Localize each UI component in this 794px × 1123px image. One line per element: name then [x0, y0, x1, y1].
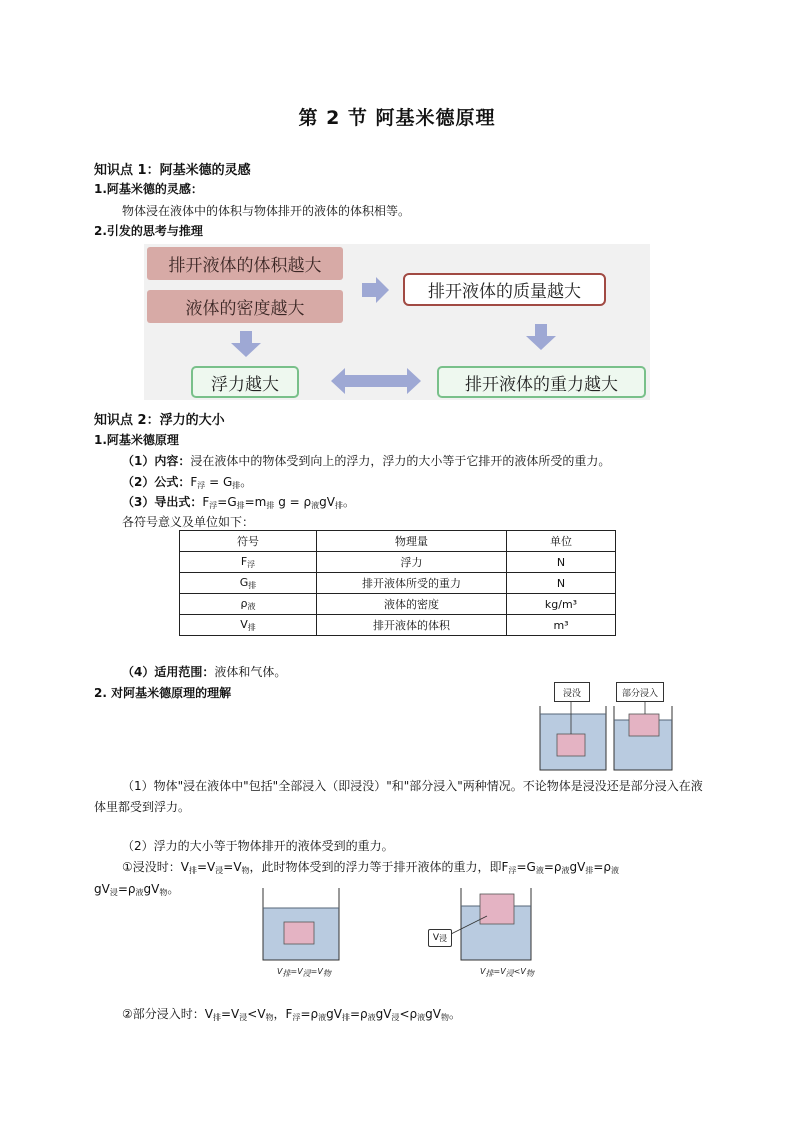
understanding-2: （2）浮力的大小等于物体排开的液体受到的重力。: [122, 839, 394, 853]
formula-label: （2）公式：: [122, 475, 191, 489]
quantity-cell: 浮力: [317, 552, 507, 573]
arrow-down-icon: [231, 331, 261, 357]
partial-container-diagram: [425, 886, 537, 968]
scope-line: [122, 663, 286, 680]
partial-label: 部分浸入时：: [132, 1007, 205, 1021]
arrow-down-icon: [526, 324, 556, 350]
immersed-formula-line: [122, 858, 619, 876]
table-intro: 各符号意义及单位如下：: [122, 515, 255, 529]
caption-immersed: $V_排=V_浸=V_物$: [277, 967, 331, 978]
table-row: [180, 552, 616, 573]
circle-1-icon: ①: [122, 860, 133, 874]
immersed-container-diagram: [259, 886, 344, 968]
box-volume: 排开液体的体积越大: [147, 247, 343, 280]
derived-formula-line: [122, 493, 355, 511]
derived-formula: $F_浮=G_排=m_排$ $g = \rho_液gV_排$。: [202, 495, 355, 510]
scope-text: 液体和气体。: [214, 665, 287, 679]
box-weight: 排开液体的重力越大: [437, 366, 646, 398]
content-line: [122, 452, 610, 469]
circle-2-icon: ②: [122, 1007, 133, 1021]
immersed-eq-2: $F_浮=G_液=\rho_液gV_排=\rho_液$: [501, 860, 619, 875]
unit-cell: kg/m³: [507, 594, 616, 615]
item-1-label: 1.阿基米德的灵感：: [94, 182, 203, 196]
unit-cell: N: [507, 573, 616, 594]
double-arrow-icon: [331, 368, 421, 394]
scope-label: （4）适用范围：: [122, 665, 215, 679]
item-1-text: 物体浸在液体中的体积与物体排开的液体的体积相等。: [122, 204, 411, 218]
quantity-cell: 液体的密度: [317, 594, 507, 615]
table-row: [180, 573, 616, 594]
item-2-label: 2.引发的思考与推理: [94, 224, 203, 238]
caption-partial: $V_排=V_浸<V_物$: [480, 967, 534, 978]
table-header-row: [180, 531, 616, 552]
symbol-cell: $V_排$: [180, 615, 317, 636]
flow-arrows: [144, 244, 650, 400]
formula-line: [122, 473, 252, 491]
unit-cell: m³: [507, 615, 616, 636]
label-immersed: 浸没: [554, 682, 590, 702]
table-row: [180, 594, 616, 615]
sub-heading-1: 1.阿基米德原理: [94, 433, 179, 447]
formula: $F_浮 = G_排$。: [190, 475, 253, 490]
reasoning-flow-diagram: [144, 244, 650, 400]
table-row: [180, 615, 616, 636]
section-heading-2: 知识点 2：浮力的大小: [94, 413, 225, 428]
symbol-cell: $\rho_液$: [180, 594, 317, 615]
derived-label: （3）导出式：: [122, 495, 203, 509]
header-symbol: 符号: [180, 531, 317, 552]
symbol-cell: $G_排$: [180, 573, 317, 594]
header-quantity: 物理量: [317, 531, 507, 552]
immersed-eq: $V_排=V_浸=V_物$: [180, 860, 250, 875]
header-unit: 单位: [507, 531, 616, 552]
page-title: 第 2 节 阿基米德原理: [298, 107, 496, 129]
label-v-immersed-sub: 浸: [439, 933, 448, 943]
symbol-table: [179, 530, 616, 636]
box-mass: 排开液体的质量越大: [403, 273, 606, 306]
quantity-cell: 排开液体的体积: [317, 615, 507, 636]
section-heading-1: 知识点 1：阿基米德的灵感: [94, 163, 251, 178]
understanding-1: （1）物体"浸在液体中"包括"全部浸入（即浸没）"和"部分浸入"两种情况。不论物体是浸没还是部分浸入在液体里都受到浮力。: [94, 779, 703, 814]
label-partial: 部分浸入: [616, 682, 664, 702]
partial-eq: $V_排=V_浸<V_物$，$F_浮=\rho_液gV_排=\rho_液gV_浸<\rho_液gV_物$。: [204, 1007, 461, 1022]
immersed-mid: ，此时物体受到的浮力等于排开液体的重力，即: [249, 860, 502, 874]
content-text: 浸在液体中的物体受到向上的浮力，浮力的大小等于它排开的液体所受的重力。: [190, 454, 611, 468]
unit-cell: N: [507, 552, 616, 573]
quantity-cell: 排开液体所受的重力: [317, 573, 507, 594]
box-density: 液体的密度越大: [147, 290, 343, 323]
immersed-label: 浸没时：: [132, 860, 181, 874]
immersed-formula-cont: $gV_浸=\rho_液gV_物$。: [94, 882, 180, 897]
sub-heading-2: 2. 对阿基米德原理的理解: [94, 686, 232, 700]
arrow-right-icon: [362, 277, 389, 303]
content-label: （1）内容：: [122, 454, 191, 468]
symbol-cell: $F_浮$: [180, 552, 317, 573]
box-buoyancy: 浮力越大: [191, 366, 299, 398]
label-v-immersed: V 浸: [428, 929, 452, 947]
partial-formula-line: [122, 1005, 461, 1023]
